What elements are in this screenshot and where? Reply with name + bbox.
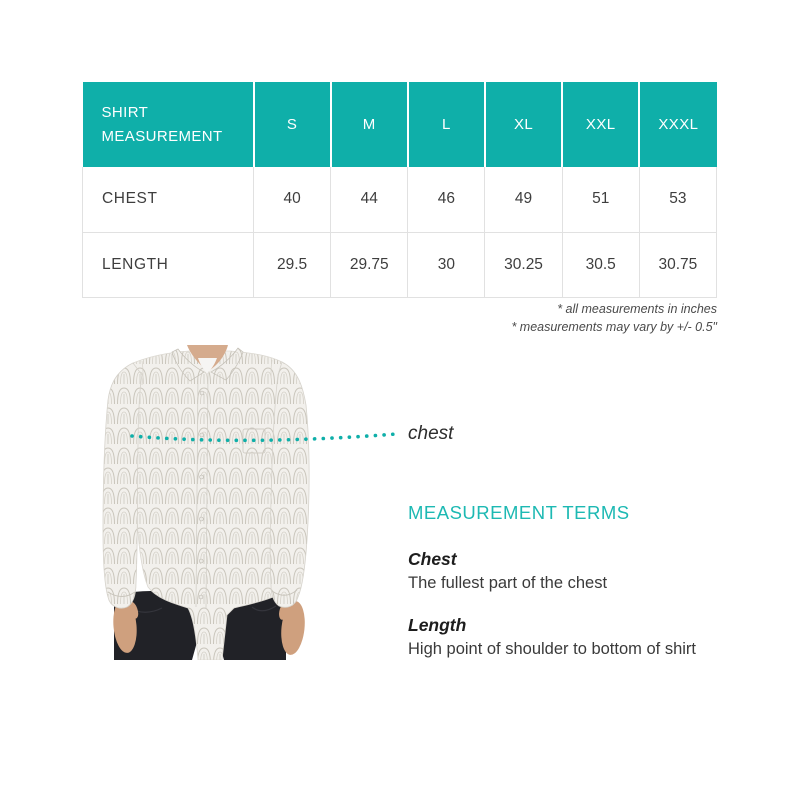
length-value-cell: 29.5: [254, 232, 331, 297]
term-definition-length: High point of shoulder to bottom of shirt: [408, 640, 696, 658]
length-value-cell: 30: [408, 232, 485, 297]
chest-dotted-line: [126, 425, 402, 447]
size-col-header-xxl: XXL: [562, 82, 639, 167]
term-name-chest: Chest: [408, 549, 457, 569]
table-row-length: [83, 232, 717, 297]
chest-value-cell: 53: [639, 167, 716, 232]
size-col-header-xxxl: XXXL: [639, 82, 716, 167]
length-value-cell: 30.5: [562, 232, 639, 297]
chest-value-cell: 51: [562, 167, 639, 232]
length-value-cell: 29.75: [331, 232, 408, 297]
length-value-cell: 30.25: [485, 232, 562, 297]
chest-annotation-label: chest: [408, 423, 454, 444]
size-col-header-m: M: [331, 82, 408, 167]
term-definition-chest: The fullest part of the chest: [408, 574, 608, 592]
term-chest: [408, 549, 768, 593]
term-length: [408, 615, 768, 659]
chest-value-cell: 49: [485, 167, 562, 232]
term-name-length: Length: [408, 615, 467, 635]
size-col-header-s: S: [254, 82, 331, 167]
note-variance: * measurements may vary by +/- 0.5": [511, 319, 717, 334]
chest-value-cell: 46: [408, 167, 485, 232]
size-chart-table: [82, 82, 717, 298]
header-cell-shirt-measurement: SHIRT MEASUREMENT: [83, 82, 254, 167]
row-label-chest: CHEST: [83, 167, 254, 232]
chest-value-cell: 44: [331, 167, 408, 232]
size-col-header-xl: XL: [485, 82, 562, 167]
size-col-header-l: L: [408, 82, 485, 167]
note-units: * all measurements in inches: [557, 302, 717, 316]
chest-value-cell: 40: [254, 167, 331, 232]
row-label-length: LENGTH: [83, 232, 254, 297]
size-chart-header-row: [83, 82, 717, 167]
shirt-model-photo: [100, 345, 315, 660]
length-value-cell: 30.75: [639, 232, 716, 297]
measurement-terms-heading: MEASUREMENT TERMS: [408, 502, 630, 523]
measurement-notes: [317, 301, 717, 336]
measurement-terms-section: [408, 502, 768, 681]
table-row-chest: [83, 167, 717, 232]
